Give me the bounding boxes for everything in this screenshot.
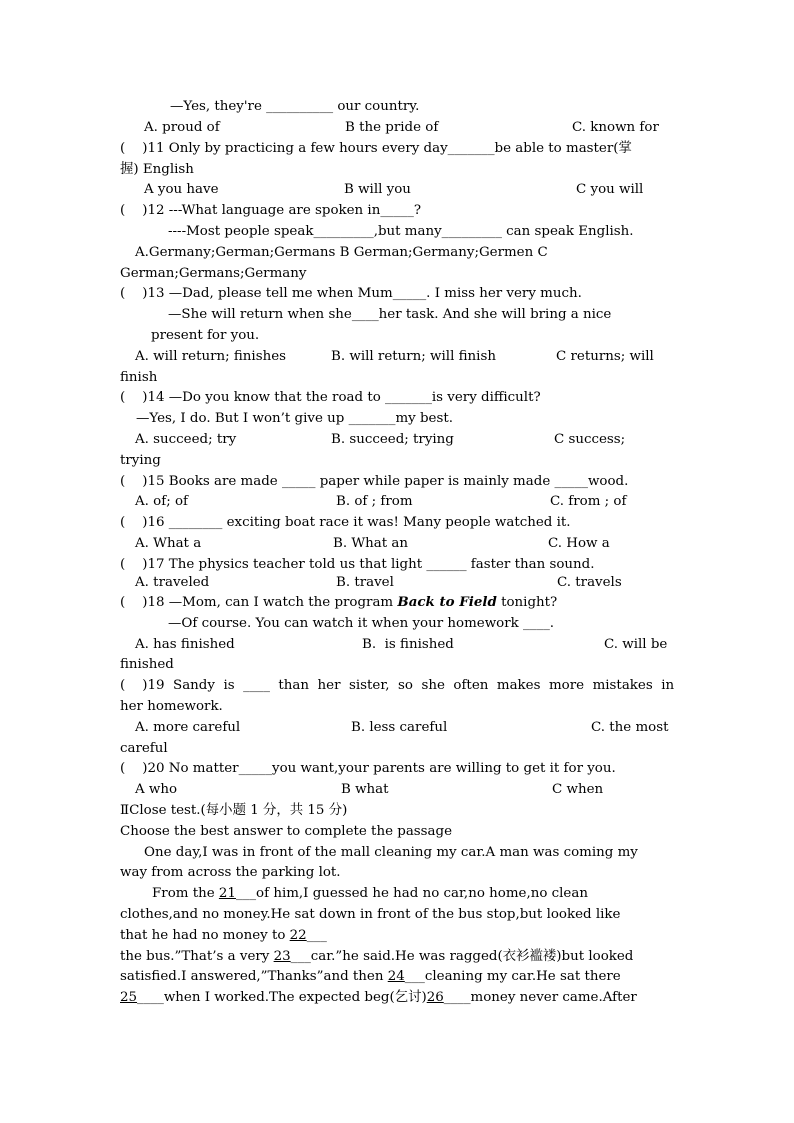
q12-stem: ( )12 ---What language are spoken in_____? — [120, 203, 421, 218]
passage-line — [120, 967, 621, 986]
passage-text: From the — [152, 886, 219, 901]
blank-22: 22 — [289, 928, 307, 943]
q20-option-c: C when — [552, 782, 604, 797]
q16-option-c: C. How a — [548, 536, 610, 551]
passage-text: ___car.”he said.He was ragged(衣衫褴褛)but looked — [290, 949, 634, 964]
passage-line: One day,I was in front of the mall cleaning my car.A man was coming my — [144, 845, 638, 860]
q19-option-a: A. more careful — [135, 720, 241, 735]
q11-stem-cont: 握) English — [120, 162, 194, 177]
q18-option-a: A. has finished — [135, 637, 235, 652]
passage-text: ____when I worked.The expected beg(乞讨) — [137, 990, 427, 1005]
q16-stem: ( )16 ________ exciting boat race it was! Many people watched it. — [120, 515, 571, 530]
passage-text: ____money never came.After — [443, 990, 637, 1005]
q19-option-b: B. less careful — [351, 720, 448, 735]
q13-answer-line: —She will return when she____her task. And she will bring a nice — [168, 307, 612, 322]
q11-option-a: A you have — [144, 182, 219, 197]
blank-23: 23 — [273, 949, 291, 964]
q18-stem — [120, 593, 557, 612]
passage-text: that he had no money to — [120, 928, 290, 943]
q10-option-a: A. proud of — [144, 120, 220, 135]
q19-option-c: C. the most — [591, 720, 669, 735]
passage-line — [120, 988, 637, 1007]
section-instruction: Choose the best answer to complete the passage — [120, 824, 453, 839]
q20-stem: ( )20 No matter_____you want,your parents are willing to get it for you. — [120, 761, 616, 776]
q13-option-a: A. will return; finishes — [135, 349, 287, 364]
q10-option-b: B the pride of — [345, 120, 439, 135]
passage-text: ___cleaning my car.He sat there — [404, 969, 621, 984]
blank-24: 24 — [387, 969, 405, 984]
q18-stem-suffix: tonight? — [496, 595, 558, 610]
q14-option-a: A. succeed; try — [135, 432, 237, 447]
q16-option-b: B. What an — [333, 536, 408, 551]
q11-option-c: C you will — [576, 182, 644, 197]
q13-option-c-wrap: finish — [120, 370, 158, 385]
q13-option-b: B. will return; will finish — [331, 349, 496, 364]
passage-line — [120, 947, 633, 966]
q11-option-b: B will you — [344, 182, 411, 197]
q12-options-cont: German;Germans;Germany — [120, 266, 307, 281]
q20-option-b: B what — [341, 782, 389, 797]
q18-answer-line: —Of course. You can watch it when your homework ____. — [168, 616, 555, 631]
q15-option-b: B. of ; from — [336, 494, 413, 509]
passage-text: satisfied.I answered,”Thanks”and then — [120, 969, 388, 984]
passage-text: ___of him,I guessed he had no car,no home,no clean — [235, 886, 588, 901]
q12-options: A.Germany;German;Germans B German;Germany;Germen C — [135, 245, 548, 260]
q19-option-c-wrap: careful — [120, 741, 168, 756]
section-title: ⅡClose test.(每小题 1 分，共 15 分) — [120, 803, 348, 818]
q17-option-a: A. traveled — [135, 575, 210, 590]
q14-answer-line: —Yes, I do. But I won’t give up _______my best. — [136, 411, 453, 426]
q17-option-c: C. travels — [557, 575, 622, 590]
passage-line: way from across the parking lot. — [120, 865, 341, 880]
q18-option-c-wrap: finished — [120, 657, 174, 672]
passage-line — [120, 926, 327, 945]
q14-option-c-wrap: trying — [120, 453, 161, 468]
q12-answer-line: ----Most people speak_________,but many_________ can speak English. — [168, 224, 634, 239]
q13-answer-line-cont: present for you. — [151, 328, 260, 343]
passage-line: clothes,and no money.He sat down in front of the bus stop,but looked like — [120, 907, 621, 922]
passage-text: ___ — [306, 928, 327, 943]
q19-stem: ( )19 Sandy is ____ than her sister, so she often makes more mistakes in — [120, 678, 675, 693]
q10-option-c: C. known for — [572, 120, 659, 135]
q10-answer-line: —Yes, they're __________ our country. — [170, 99, 420, 114]
q17-option-b: B. travel — [336, 575, 394, 590]
passage-text: the bus.”That’s a very — [120, 949, 274, 964]
q18-option-b: B. is finished — [362, 637, 454, 652]
q17-stem: ( )17 The physics teacher told us that light ______ faster than sound. — [120, 557, 595, 572]
q14-stem: ( )14 —Do you know that the road to _______is very difficult? — [120, 390, 541, 405]
q18-option-c: C. will be — [604, 637, 668, 652]
q11-stem: ( )11 Only by practicing a few hours every day_______be able to master(掌 — [120, 141, 632, 156]
q13-option-c: C returns; will — [556, 349, 654, 364]
passage-line — [152, 884, 588, 903]
q16-option-a: A. What a — [135, 536, 202, 551]
blank-21: 21 — [218, 886, 236, 901]
blank-25: 25 — [120, 990, 138, 1005]
q18-stem-prefix: ( )18 —Mom, can I watch the program — [120, 595, 398, 610]
blank-26: 26 — [426, 990, 444, 1005]
q15-stem: ( )15 Books are made _____ paper while paper is mainly made _____wood. — [120, 474, 629, 489]
q15-option-a: A. of; of — [135, 494, 188, 509]
q15-option-c: C. from ; of — [550, 494, 627, 509]
q14-option-b: B. succeed; trying — [331, 432, 454, 447]
q19-stem-cont: her homework. — [120, 699, 223, 714]
q14-option-c: C success; — [554, 432, 626, 447]
q20-option-a: A who — [135, 782, 178, 797]
q18-program-title: Back to Field — [397, 594, 497, 610]
q13-stem: ( )13 —Dad, please tell me when Mum_____. I miss her very much. — [120, 286, 582, 301]
